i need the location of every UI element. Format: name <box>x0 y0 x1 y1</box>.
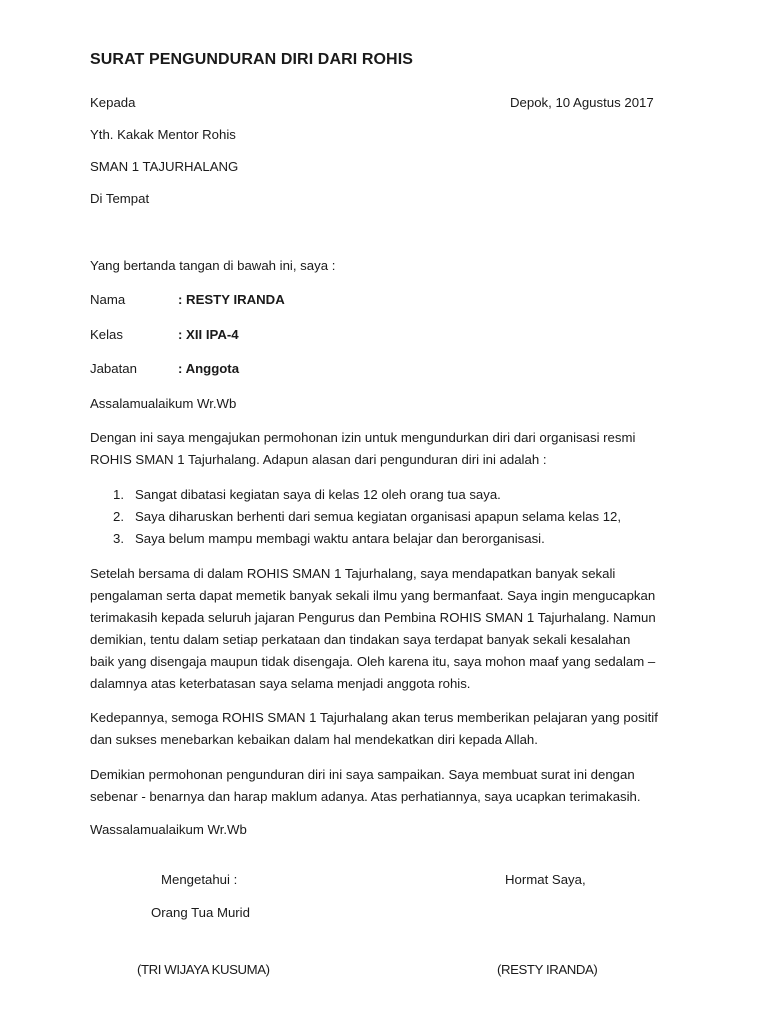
reason-number: 3. <box>113 531 124 546</box>
reason-number: 2. <box>113 509 124 524</box>
signature-left-role: Orang Tua Murid <box>151 905 250 920</box>
reason-item <box>113 509 621 525</box>
closing-line: Demikian permohonan pengunduran diri ini saya sampaikan. Saya membuat surat ini dengan <box>90 767 635 782</box>
reason-text: Sangat dibatasi kegiatan saya di kelas 12 oleh orang tua saya. <box>135 487 501 502</box>
letter-date: Depok, 10 Agustus 2017 <box>510 95 654 110</box>
signature-left-name: (TRI WIJAYA KUSUMA) <box>137 962 270 977</box>
recipient-line-2: SMAN 1 TAJURHALANG <box>90 159 239 174</box>
reason-text: Saya belum mampu membagi waktu antara belajar dan berorganisasi. <box>135 531 545 546</box>
signature-right-heading: Hormat Saya, <box>505 872 586 887</box>
reason-number: 1. <box>113 487 124 502</box>
closing-line: sebenar - benarnya dan harap maklum adanya. Atas perhatiannya, saya ucapkan terimakasih. <box>90 789 641 804</box>
hope-line: dan sukses menebarkan kebaikan dalam hal mendekatkan diri kepada Allah. <box>90 732 538 747</box>
closing-paragraph <box>90 764 680 808</box>
greeting: Assalamualaikum Wr.Wb <box>90 396 237 411</box>
reason-item <box>113 487 501 503</box>
opening-line: ROHIS SMAN 1 Tajurhalang. Adapun alasan dari pengunduran diri ini adalah : <box>90 452 547 467</box>
letter-title: SURAT PENGUNDURAN DIRI DARI ROHIS <box>90 51 414 68</box>
recipient-to: Kepada <box>90 95 136 110</box>
gratitude-line: demikian, tentu dalam setiap perkataan dan tindakan saya terdapat banyak sekali kesalahan <box>90 632 631 647</box>
opening-line: Dengan ini saya mengajukan permohonan izin untuk mengundurkan diri dari organisasi resmi <box>90 430 636 445</box>
gratitude-line: pengalaman serta dapat memetik banyak sekali ilmu yang bermanfaat. Saya ingin mengucapkan <box>90 588 656 603</box>
gratitude-line: dalamnya atas keterbatasan saya selama menjadi anggota rohis. <box>90 676 471 691</box>
signature-right-name: (RESTY IRANDA) <box>497 962 598 977</box>
opening-paragraph <box>90 427 680 471</box>
identity-label-class: Kelas <box>90 327 123 342</box>
signature-left-heading: Mengetahui : <box>161 872 238 887</box>
intro-line: Yang bertanda tangan di bawah ini, saya : <box>90 258 336 273</box>
hope-line: Kedepannya, semoga ROHIS SMAN 1 Tajurhalang akan terus memberikan pelajaran yang positif <box>90 710 658 725</box>
gratitude-line: terimakasih kepada seluruh jajaran Pengurus dan Pembina ROHIS SMAN 1 Tajurhalang. Namun <box>90 610 656 625</box>
reason-text: Saya diharuskan berhenti dari semua kegiatan organisasi apapun selama kelas 12, <box>135 509 622 524</box>
identity-label-name: Nama <box>90 292 126 307</box>
reason-item <box>113 531 545 547</box>
identity-value-class: : XII IPA-4 <box>178 327 239 342</box>
gratitude-paragraph <box>90 563 680 695</box>
recipient-line-3: Di Tempat <box>90 191 150 206</box>
identity-value-position: : Anggota <box>178 361 240 376</box>
gratitude-line: Setelah bersama di dalam ROHIS SMAN 1 Tajurhalang, saya mendapatkan banyak sekali <box>90 566 616 581</box>
identity-label-position: Jabatan <box>90 361 137 376</box>
gratitude-line: baik yang disengaja maupun tidak disengaja. Oleh karena itu, saya mohon maaf yang sedalam – <box>90 654 656 669</box>
identity-value-name: : RESTY IRANDA <box>178 292 285 307</box>
hope-paragraph <box>90 707 680 751</box>
recipient-line-1: Yth. Kakak Mentor Rohis <box>90 127 236 142</box>
farewell: Wassalamualaikum Wr.Wb <box>90 822 247 837</box>
